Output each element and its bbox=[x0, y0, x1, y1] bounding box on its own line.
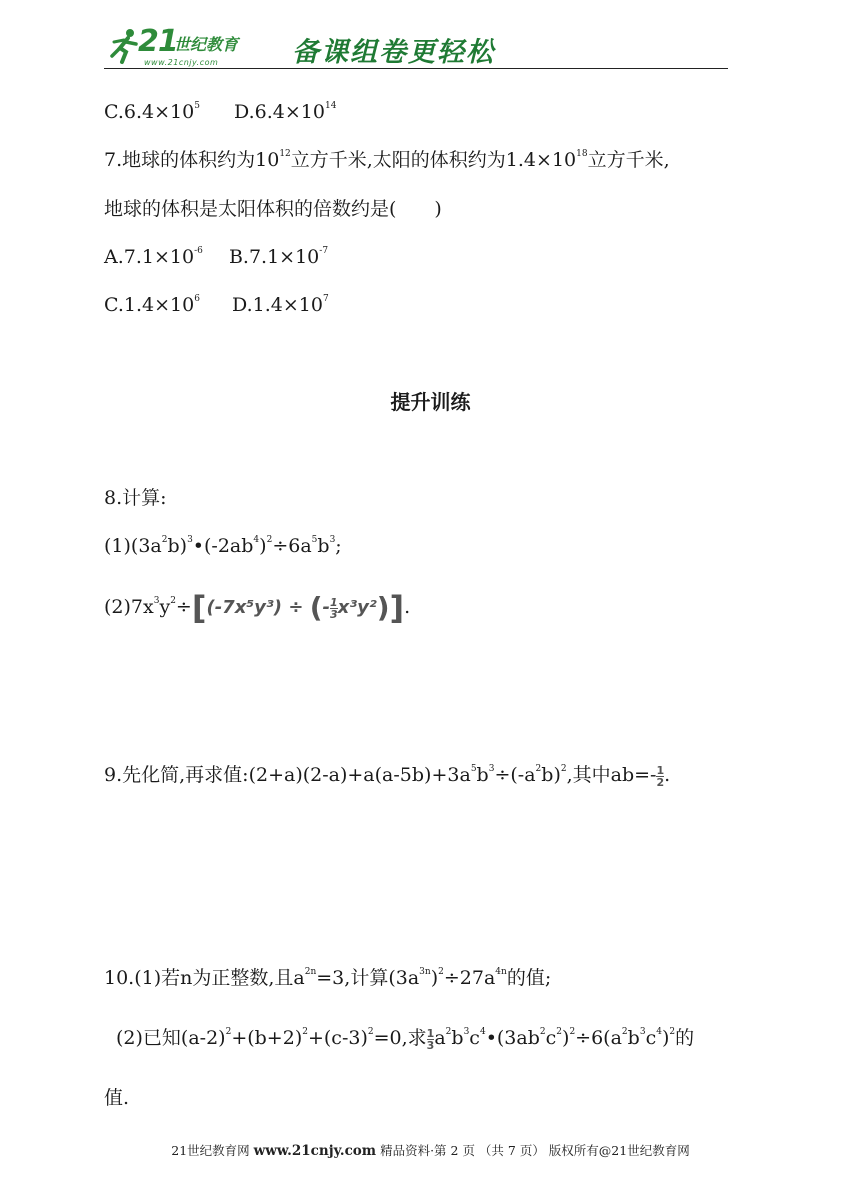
q7-options-ab bbox=[104, 244, 328, 270]
logo-number: 21 bbox=[138, 24, 178, 59]
q7-option-c: $C.1.4\times 10^6$ bbox=[104, 294, 200, 316]
q8-part1: $(1)(3a^2b)^3•(-2ab^4)^2\div 6a^5b^3$; bbox=[104, 535, 342, 557]
q6-options-cd bbox=[104, 99, 336, 125]
footer-info: 精品资料·第 2 页 （共 7 页） 版权所有@21世纪教育网 bbox=[380, 1143, 690, 1158]
fraction-one-third: $\frac{1}{3}$ bbox=[426, 1026, 435, 1052]
fraction-one-half: $\frac{1}{2}$ bbox=[656, 763, 665, 789]
formula-image-bracket: [(-7x⁵y³) ÷ (- $\frac{1}{3}$ x³y²)] bbox=[191, 589, 405, 627]
q10-part2: (2)已知$(a-2)^2+(b+2)^2+(c-3)^2=0$,求 $\frac{1}{3}$ $a^2b^3c^4•(3ab^2c^2)^2\div 6(a^2b^3c^4)^2$的 bbox=[116, 1026, 695, 1052]
q8-part2: $(2)7x^3y^2\div[(-7x^5y^3)$ ÷ (- $\frac{1}{3}$ x³y²)]. bbox=[104, 589, 411, 627]
q7-stem-line1: 7.地球的体积约为$10^{12}$立方千米,太阳的体积约为$1.4\times 10^{18}$立方千米, bbox=[104, 149, 670, 171]
section-title: 提升训练 bbox=[390, 390, 471, 414]
header-divider bbox=[104, 68, 728, 69]
q10-part1: 10.(1)若n为正整数,且$a^{2n}=3$,计算$(3a^{3n})^2\div 27a^{4n}$的值; bbox=[104, 967, 552, 989]
logo-text: 世纪教育 bbox=[174, 35, 239, 54]
footer-site: 21世纪教育网 bbox=[171, 1143, 250, 1158]
footer-url[interactable]: www.21cnjy.com bbox=[253, 1143, 377, 1159]
logo-url[interactable]: www.21cnjy.com bbox=[144, 58, 219, 67]
q6-option-d: $D.6.4\times 10^{14}$ bbox=[234, 101, 337, 123]
q7-stem-line2: 地球的体积是太阳体积的倍数约是( ) bbox=[104, 198, 442, 220]
q7-option-a: $A.7.1\times 10^{-6}$ bbox=[104, 246, 203, 268]
page-footer bbox=[0, 1141, 861, 1159]
q9-stem: 9.先化简,再求值$:(2+a)(2-a)+a(a-5b)+3a^5b^3\div(-a^2b)^2$,其中ab=- $\frac{1}{2}$ . bbox=[104, 763, 671, 789]
q8-title: 8.计算: bbox=[104, 487, 167, 509]
q10-part2-line2: 值. bbox=[104, 1087, 130, 1109]
page-header bbox=[104, 22, 728, 72]
q6-option-c: $C.6.4\times 10^5$ bbox=[104, 101, 200, 123]
q7-options-cd bbox=[104, 292, 329, 318]
header-slogan: 备课组卷更轻松 bbox=[292, 37, 495, 68]
q7-option-d: $D.1.4\times 10^7$ bbox=[232, 294, 329, 316]
q7-option-b: $B.7.1\times 10^{-7}$ bbox=[228, 246, 329, 268]
